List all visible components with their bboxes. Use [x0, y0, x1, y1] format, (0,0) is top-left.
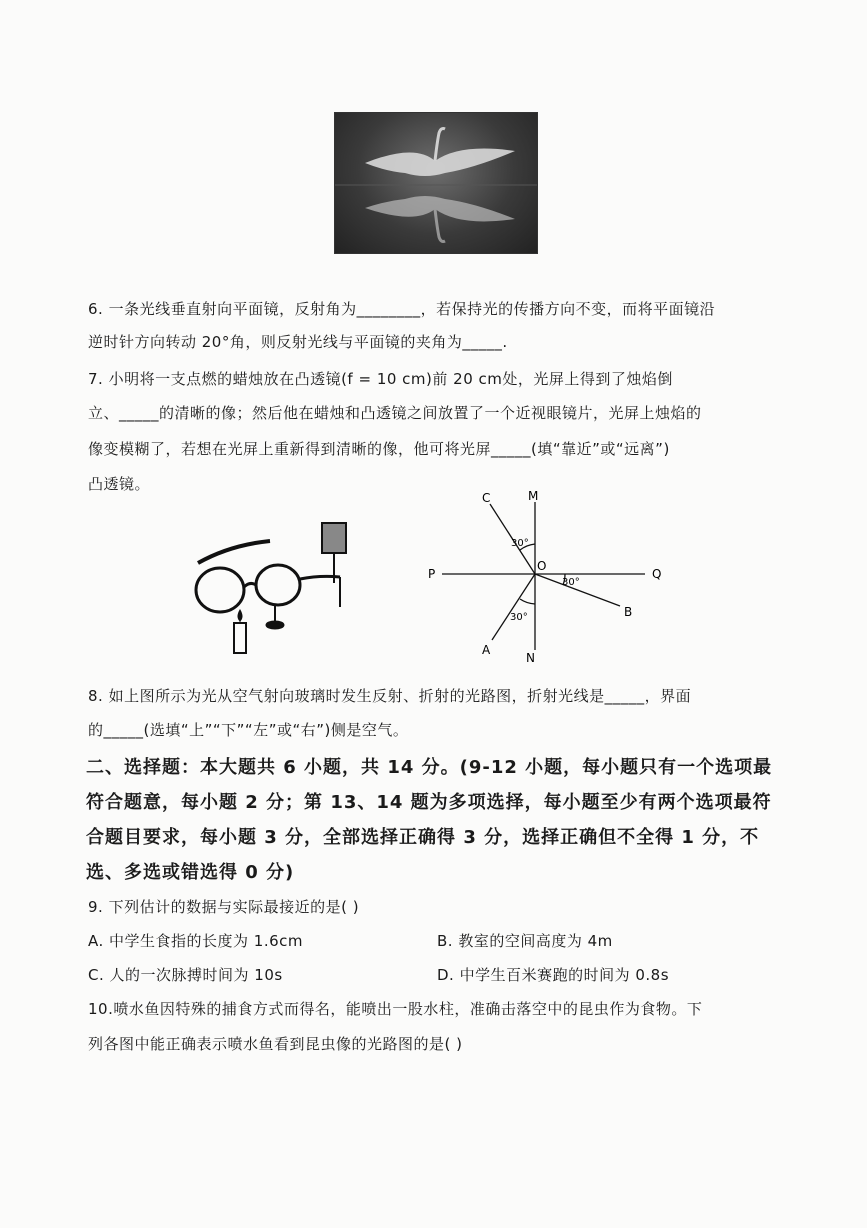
label-A: A	[482, 643, 491, 657]
q6-line2: 逆时针方向转动 20°角，则反射光线与平面镜的夹角为_____.	[88, 333, 508, 351]
q7-line2: 立、_____的清晰的像；然后他在蜡烛和凸透镜之间放置了一个近视眼镜片，光屏上烛焰的	[88, 404, 702, 422]
q9-stem: 9. 下列估计的数据与实际最接近的是( )	[88, 898, 360, 916]
q8-line2: 的_____(选填“上”“下”“左”或“右”)侧是空气。	[88, 721, 409, 739]
egret-reflection-photo	[334, 112, 538, 254]
angle-label-right: 30°	[562, 577, 580, 588]
q7-line3: 像变模糊了，若想在光屏上重新得到清晰的像，他可将光屏_____(填“靠近”或“远离”)	[88, 440, 670, 458]
q10-line2: 列各图中能正确表示喷水鱼看到昆虫像的光路图的是( )	[88, 1035, 463, 1053]
label-C: C	[482, 491, 491, 505]
q9-option-a: A. 中学生食指的长度为 1.6cm	[88, 932, 304, 950]
label-B: B	[624, 605, 633, 619]
label-Q: Q	[652, 567, 662, 581]
q9-option-c: C. 人的一次脉搏时间为 10s	[88, 966, 283, 984]
section2-line2: 符合题意，每小题 2 分；第 13、14 题为多项选择，每小题至少有两个选项最符	[86, 792, 772, 813]
q6-line1: 6. 一条光线垂直射向平面镜，反射角为________，若保持光的传播方向不变，而将平面镜沿	[88, 300, 716, 318]
section2-line4: 选、多选或错选得 0 分)	[86, 862, 295, 883]
refraction-ray-diagram	[420, 488, 680, 663]
myopia-glasses-experiment-illustration	[190, 515, 360, 660]
q9-option-b: B. 教室的空间高度为 4m	[437, 932, 613, 950]
q9-option-d: D. 中学生百米赛跑的时间为 0.8s	[437, 966, 670, 984]
angle-label-top: 30°	[511, 538, 529, 549]
section2-line3: 合题目要求，每小题 3 分，全部选择正确得 3 分，选择正确但不全得 1 分，不	[86, 827, 760, 848]
label-N: N	[526, 651, 535, 663]
q7-line1: 7. 小明将一支点燃的蜡烛放在凸透镜(f = 10 cm)前 20 cm处，光屏上得到了烛焰倒	[88, 370, 673, 388]
label-M: M	[528, 489, 539, 503]
q7-line4: 凸透镜。	[88, 475, 151, 493]
angle-label-bottom: 30°	[510, 612, 528, 623]
label-P: P	[428, 567, 436, 581]
label-O: O	[537, 559, 547, 573]
section2-line1: 二、选择题：本大题共 6 小题，共 14 分。(9-12 小题，每小题只有一个选项最	[86, 757, 773, 778]
ray-OA	[492, 574, 535, 640]
q8-line1: 8. 如上图所示为光从空气射向玻璃时发生反射、折射的光路图，折射光线是_____，界面	[88, 687, 692, 705]
q10-line1: 10.喷水鱼因特殊的捕食方式而得名，能喷出一股水柱，准确击落空中的昆虫作为食物。下	[88, 1000, 703, 1018]
